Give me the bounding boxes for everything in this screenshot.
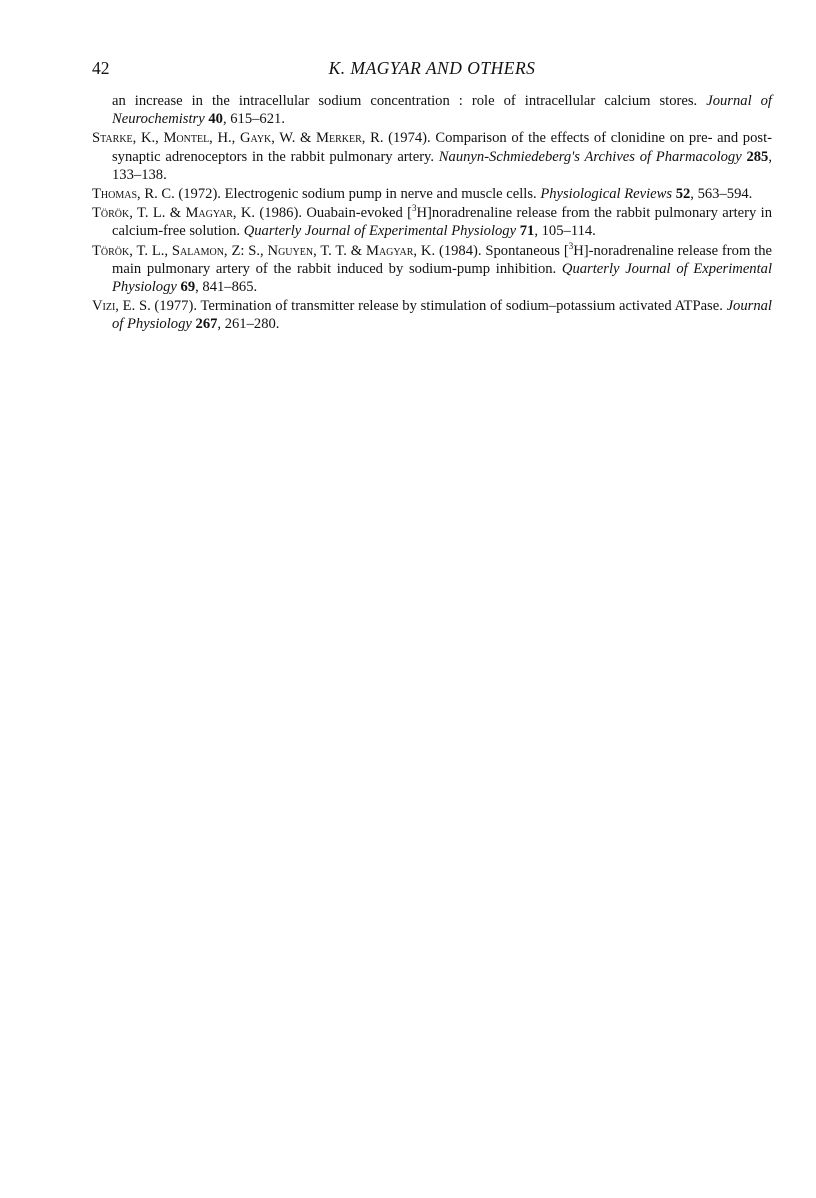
reference-authors: Török, T. L. & Magyar, K. xyxy=(92,205,256,222)
reference-entry xyxy=(92,204,772,240)
reference-list xyxy=(92,92,772,335)
reference-volume: 40 xyxy=(208,111,223,128)
reference-journal: Quarterly Journal of Experimental Physiology xyxy=(112,260,773,296)
reference-text: (1972). Electrogenic sodium pump in nerve and muscle cells. xyxy=(174,186,541,203)
reference-authors: Thomas, R. C. xyxy=(92,186,175,203)
reference-volume: 52 xyxy=(675,186,691,203)
reference-journal: Physiological Reviews xyxy=(540,186,673,203)
reference-authors: Vizi, E. S. xyxy=(92,298,151,315)
reference-volume: 285 xyxy=(746,148,769,165)
page-number: 42 xyxy=(92,58,110,78)
reference-entry xyxy=(92,185,772,203)
reference-text: an increase in the intracellular sodium concentration : role of intracellular calcium stores. xyxy=(112,93,707,109)
reference-entry xyxy=(92,242,772,297)
reference-text: H]noradrenaline release from the rabbit pulmonary artery in calcium-free solution. xyxy=(112,205,772,240)
reference-pages: , 615–621. xyxy=(222,111,285,128)
reference-journal: Journal of Neurochemistry xyxy=(112,93,772,128)
reference-authors: Starke, K., Montel, H., Gayk, W. & Merker, R. xyxy=(92,130,384,147)
reference-pages: , 105–114. xyxy=(534,223,596,240)
reference-text: (1986). Ouabain-evoked [ xyxy=(255,205,413,222)
reference-text: H]-noradrenaline release from the main pulmonary artery of the rabbit induced by sodium-pump inhibition. xyxy=(112,242,772,277)
reference-text: (1974). Comparison of the effects of clonidine on pre- and post-synaptic adrenoceptors in the rabbit pulmonary artery. xyxy=(112,130,772,165)
reference-journal: Naunyn-Schmiedeberg's Archives of Pharmacology xyxy=(438,148,742,165)
reference-volume: 69 xyxy=(180,279,196,296)
reference-entry xyxy=(92,92,772,128)
reference-volume: 267 xyxy=(195,316,218,333)
reference-text: (1984). Spontaneous [ xyxy=(435,242,569,259)
reference-text: (1977). Termination of transmitter release by stimulation of sodium–potassium activated ATPase. xyxy=(150,298,727,315)
reference-entry xyxy=(92,297,772,333)
reference-authors: Török, T. L., Salamon, Z: S., Nguyen, T. T. & Magyar, K. xyxy=(92,242,436,259)
reference-pages: , 133–138. xyxy=(112,148,772,183)
page-header xyxy=(92,58,772,82)
isotope-superscript: 3 xyxy=(568,240,574,251)
reference-volume: 71 xyxy=(519,223,535,240)
reference-pages: , 261–280. xyxy=(217,316,280,333)
reference-journal: Quarterly Journal of Experimental Physiology xyxy=(243,223,517,240)
reference-pages: , 841–865. xyxy=(195,279,258,296)
isotope-superscript: 3 xyxy=(412,203,417,214)
reference-journal: Journal of Physiology xyxy=(112,298,772,333)
reference-pages: , 563–594. xyxy=(690,186,753,203)
running-title: K. MAGYAR AND OTHERS xyxy=(328,58,536,78)
reference-entry xyxy=(92,129,772,184)
